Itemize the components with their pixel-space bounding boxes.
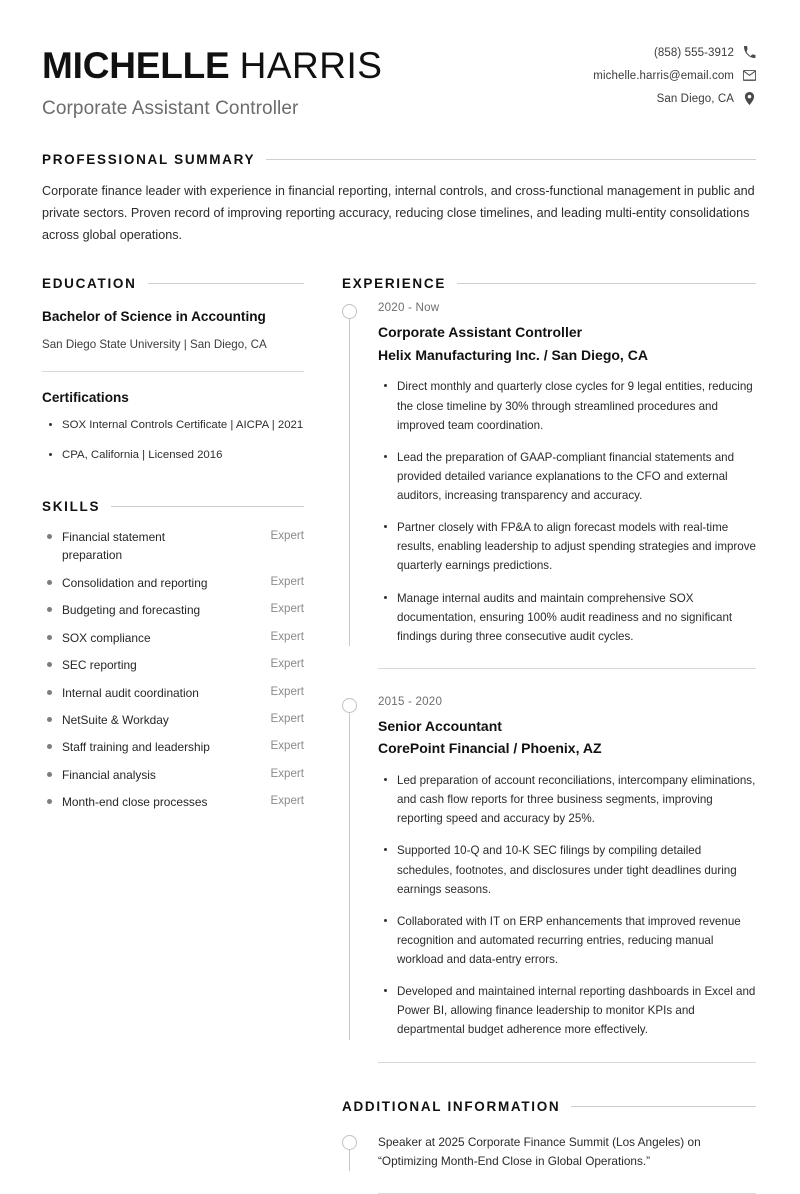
contact-location[interactable] [657, 92, 756, 105]
skill-name: Consolidation and reporting [62, 575, 208, 590]
list-item: Partner closely with FP&A to align forecast models with real-time results, enabling leadership to adjust spending strategies and improve quarterly earnings predictions. [378, 518, 756, 575]
additional-section [342, 1099, 756, 1194]
skill-name: Financial statement preparation [62, 529, 166, 563]
right-column [342, 276, 756, 1194]
education-school: San Diego State University | San Diego, CA [42, 337, 267, 351]
list-item [42, 793, 304, 811]
list-item [42, 766, 304, 784]
experience-timeline [342, 297, 756, 1062]
list-item [42, 574, 304, 592]
list-item: Direct monthly and quarterly close cycles for 9 legal entities, reducing the close timeline by 30% through streamlined procedures and improved team coordination. [378, 377, 756, 434]
education-divider [42, 371, 304, 372]
spacer [342, 669, 756, 691]
timeline-line [349, 705, 350, 1040]
heading-rule [571, 1106, 756, 1107]
experience-entry [342, 691, 756, 1040]
experience-role: Senior Accountant [378, 717, 502, 734]
job-title: Corporate Assistant Controller [42, 98, 299, 120]
additional-heading [342, 1099, 756, 1114]
experience-entry [342, 297, 756, 646]
contact-block [593, 46, 756, 105]
education-section [42, 276, 304, 465]
education-heading [42, 276, 304, 291]
full-name [42, 46, 382, 85]
phone-icon [743, 46, 756, 59]
education-heading-label: EDUCATION [42, 276, 137, 292]
additional-timeline [342, 1128, 756, 1194]
experience-role: Corporate Assistant Controller [378, 324, 583, 341]
education-degree: Bachelor of Science in Accounting [42, 309, 266, 325]
skill-level: Expert [270, 739, 304, 753]
heading-rule [266, 159, 756, 160]
skill-name: Budgeting and forecasting [62, 603, 201, 618]
experience-bullets [378, 771, 756, 1040]
experience-heading [342, 276, 756, 291]
name-block [42, 42, 382, 120]
body-columns [42, 276, 756, 1194]
list-item: Manage internal audits and maintain comprehensive SOX documentation, ensuring 100% audit readiness and no significant findings during three consecutive audit cycles. [378, 589, 756, 646]
additional-text: Speaker at 2025 Corporate Finance Summit (Los Angeles) on “Optimizing Month-End Close in Global Operations.” [378, 1134, 701, 1169]
experience-company: CorePoint Financial / Phoenix, AZ [378, 740, 602, 757]
skill-level: Expert [270, 629, 304, 643]
list-item [42, 656, 304, 674]
experience-dates: 2020 - Now [378, 301, 440, 315]
location-icon [743, 92, 756, 105]
experience-bullets [378, 377, 756, 646]
contact-location-text: San Diego, CA [656, 92, 734, 105]
timeline-dot-icon [342, 304, 357, 319]
contact-email-text: michelle.harris@email.com [593, 69, 734, 82]
left-column [42, 276, 304, 821]
skill-level: Expert [270, 574, 304, 588]
heading-rule [148, 283, 304, 284]
list-item: Led preparation of account reconciliations, intercompany eliminations, and cash flow reports for three business segments, improving reporting speed and accuracy by 25%. [378, 771, 756, 828]
skill-name: Financial analysis [62, 767, 156, 782]
skill-name: SOX compliance [62, 630, 151, 645]
timeline-line [349, 311, 350, 646]
timeline-dot-icon [342, 698, 357, 713]
certifications-list [42, 416, 304, 465]
heading-rule [111, 506, 304, 507]
skills-heading-label: SKILLS [42, 498, 101, 514]
list-item: Lead the preparation of GAAP-compliant financial statements and provided detailed variance explanations to the CFO and external auditors, increasing transparency and accuracy. [378, 448, 756, 505]
skill-name: SEC reporting [62, 658, 137, 673]
experience-section [342, 276, 756, 1062]
email-icon [743, 69, 756, 82]
resume-header [42, 36, 756, 120]
additional-entry [342, 1128, 756, 1172]
skills-heading [42, 499, 304, 514]
skill-level: Expert [270, 684, 304, 698]
skill-level: Expert [270, 657, 304, 671]
last-name: HARRIS [239, 45, 383, 86]
list-item: Collaborated with IT on ERP enhancements that improved revenue recognition and automated recurring entries, reducing manual workload and data-entry errors. [378, 912, 756, 969]
list-item [42, 601, 304, 619]
certifications-title: Certifications [42, 389, 129, 405]
summary-section [42, 152, 756, 246]
list-item [42, 738, 304, 756]
skills-section [42, 499, 304, 812]
skill-name: Staff training and leadership [62, 740, 210, 755]
list-item: Supported 10-Q and 10-K SEC filings by compiling detailed schedules, footnotes, and disclosures under tight deadlines during earnings seasons. [378, 841, 756, 898]
list-item: SOX Internal Controls Certificate | AICPA | 2021 [42, 416, 304, 434]
skills-list [42, 528, 304, 812]
summary-heading [42, 152, 756, 167]
additional-heading-label: ADDITIONAL INFORMATION [342, 1098, 561, 1114]
list-item [42, 528, 304, 565]
summary-body: Corporate finance leader with experience in financial reporting, internal controls, and cross-functional management in public and private sectors. Proven record of improving reporting accuracy, reducing close timelines, and leading multi-entity consolidations across global operations. [42, 184, 755, 242]
experience-divider [378, 1062, 756, 1063]
skill-level: Expert [270, 766, 304, 780]
heading-rule [457, 283, 756, 284]
experience-company: Helix Manufacturing Inc. / San Diego, CA [378, 346, 648, 363]
list-item [42, 711, 304, 729]
experience-dates: 2015 - 2020 [378, 694, 443, 708]
contact-email[interactable] [593, 69, 756, 82]
list-item: Developed and maintained internal reporting dashboards in Excel and Power BI, allowing finance leadership to monitor KPIs and departmental budget adherence more effectively. [378, 982, 756, 1039]
skill-name: Internal audit coordination [62, 685, 199, 700]
skill-level: Expert [270, 528, 304, 542]
skill-name: Month-end close processes [62, 795, 208, 810]
list-item: CPA, California | Licensed 2016 [42, 446, 304, 464]
first-name: MICHELLE [42, 45, 230, 86]
experience-heading-label: EXPERIENCE [342, 276, 447, 292]
contact-phone[interactable] [654, 46, 756, 59]
skill-level: Expert [270, 712, 304, 726]
skill-level: Expert [270, 794, 304, 808]
timeline-dot-icon [342, 1135, 357, 1150]
list-item [42, 629, 304, 647]
skill-level: Expert [270, 602, 304, 616]
list-item [42, 684, 304, 702]
summary-heading-label: PROFESSIONAL SUMMARY [42, 152, 256, 168]
skill-name: NetSuite & Workday [62, 713, 169, 728]
contact-phone-text: (858) 555-3912 [653, 46, 734, 59]
